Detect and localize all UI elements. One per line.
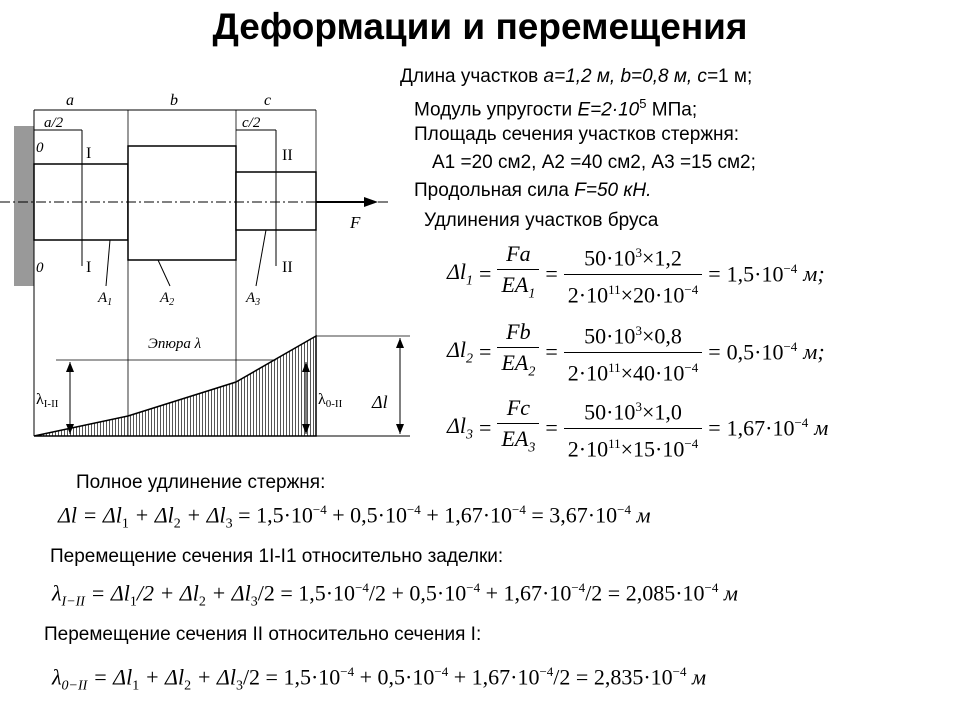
elongations-heading: Удлинения участков бруса — [424, 210, 659, 231]
equation-dl1 — [444, 240, 828, 308]
dl1-result: $1,5\cdot 10^{-4}$ — [726, 260, 798, 287]
modulus-exp: 5 — [639, 96, 647, 111]
modulus-unit: МПа; — [646, 99, 698, 121]
dl2-frac-symbolic: $\frac{Fb}{EA_2}$ — [497, 317, 539, 387]
page-title: Деформации и перемещения — [212, 6, 748, 47]
dl1-lhs: $\Delta l_1$ — [447, 258, 474, 289]
delta-l-label: Δl — [372, 392, 388, 412]
lengths-label: Длина участков — [400, 66, 544, 87]
leader-a1 — [106, 240, 110, 286]
disp2-equation: $\lambda_{0-II} = \Delta l_1 + \Delta l_2 + \Delta l_3/2 = 1,5\cdot 10^{-4} + 0,5\cdot 10^{-4} + 1,67\cdot 10^{-4}/2 = 2,835\cdot 10^{-4}$ м — [52, 664, 707, 694]
label-I-top: I — [86, 145, 92, 162]
label-c: c — [264, 92, 272, 109]
label-II-bot: II — [282, 259, 293, 276]
given-area-label: Площадь сечения участков стержня: — [414, 124, 740, 145]
leader-a2 — [158, 260, 170, 286]
label-0-top: 0 — [36, 140, 44, 156]
label-c2: c/2 — [242, 115, 261, 131]
modulus-value: E=2·10 — [577, 99, 640, 121]
equation-dl3 — [444, 394, 831, 462]
label-a2: a/2 — [44, 115, 64, 131]
dl3-lhs: $\Delta l_3$ — [447, 412, 474, 443]
label-a: a — [66, 92, 74, 109]
delta-l-arrow-top — [396, 338, 404, 348]
equals: = — [545, 339, 558, 364]
segment-2 — [128, 146, 236, 260]
force-arrowhead — [364, 197, 378, 207]
dl3-frac-symbolic: $\frac{Fc}{EA_3}$ — [497, 393, 539, 463]
equals: = — [479, 415, 492, 440]
label-I-bot: I — [86, 259, 92, 276]
lambda-I-II-arrow-top — [66, 362, 74, 372]
dl2-unit: м; — [803, 339, 825, 364]
dl1-frac-symbolic: $\frac{Fa}{EA_1}$ — [497, 239, 539, 309]
dl2-lhs: $\Delta l_2$ — [447, 336, 474, 367]
lambda-0-II-label: λ0-II — [318, 391, 343, 410]
dl3-frac-numeric: $\frac{50\cdot 10^3\times 1,0}{2\cdot 10^{11}\times 15\cdot 10^{-4}}$ — [564, 392, 702, 464]
dl1-unit: м; — [803, 261, 825, 286]
given-force — [414, 180, 651, 202]
dl2-frac-numeric: $\frac{50\cdot 10^3\times 0,8}{2\cdot 10^{11}\times 40\cdot 10^{-4}}$ — [564, 316, 702, 388]
label-b: b — [170, 92, 178, 109]
total-equation: $\Delta l = \Delta l_1 + \Delta l_2 + \Delta l_3 = 1,5\cdot 10^{-4} + 0,5\cdot 10^{-4} + 1,67\cdot 10^{-4} = 3,67\cdot 10^{-4}$ м — [58, 502, 651, 532]
dl2-result: $0,5\cdot 10^{-4}$ — [726, 338, 798, 365]
disp1-heading: Перемещение сечения 1I-I1 относительно заделки: — [50, 546, 504, 567]
equals: = — [479, 339, 492, 364]
label-a3: $A_3$ — [246, 290, 261, 308]
dl3-unit: м — [814, 415, 829, 440]
label-a1: $A_1$ — [98, 290, 113, 308]
epure-label: Эпюра λ — [148, 336, 202, 352]
equals: = — [545, 415, 558, 440]
bar-diagram — [0, 90, 420, 450]
force-label: Продольная сила — [414, 180, 575, 201]
label-f: F — [350, 213, 361, 232]
dl1-frac-numeric: $\frac{50\cdot 10^3\times 1,2}{2\cdot 10^{11}\times 20\cdot 10^{-4}}$ — [564, 238, 702, 310]
given-area-values: A1 =20 см2, A2 =40 см2, A3 =15 см2; — [432, 152, 756, 173]
equals: = — [708, 339, 721, 364]
leader-a3 — [256, 230, 266, 286]
delta-l-arrow-bot — [396, 424, 404, 434]
disp2-heading: Перемещение сечения II относительно сечения I: — [44, 624, 482, 645]
disp1-equation: $\lambda_{I-II} = \Delta l_1/2 + \Delta l_2 + \Delta l_3/2 = 1,5\cdot 10^{-4}/2 + 0,5\cdot 10^{-4} + 1,67\cdot 10^{-4}/2 = 2,085\cdot 10^{-4}$ м — [52, 580, 738, 610]
equals: = — [479, 261, 492, 286]
label-II-top: II — [282, 147, 293, 164]
given-lengths — [400, 66, 752, 88]
force-value: F=50 кН. — [574, 180, 652, 201]
equals: = — [545, 261, 558, 286]
given-modulus — [414, 96, 697, 121]
equals: = — [708, 261, 721, 286]
equals: = — [708, 415, 721, 440]
label-0-bot: 0 — [36, 260, 44, 276]
label-a2-area: $A_2$ — [160, 290, 175, 308]
fixed-support — [14, 126, 34, 286]
dl3-result: $1,67\cdot 10^{-4}$ — [726, 414, 809, 441]
modulus-label: Модуль упругости — [414, 99, 578, 121]
lengths-value: a=1,2 м, b=0,8 м, c= — [543, 66, 719, 87]
equation-dl2 — [444, 318, 828, 386]
total-heading: Полное удлинение стержня: — [76, 472, 326, 493]
lengths-end: 1 м; — [718, 66, 753, 87]
lambda-I-II-label: λI-II — [36, 391, 59, 410]
